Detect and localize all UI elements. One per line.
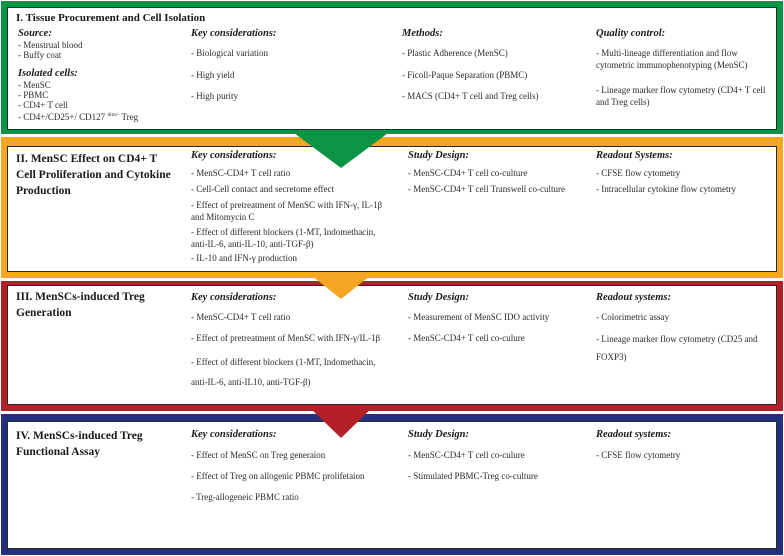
s2-study-design-item: - MenSC-CD4+ T cell Transwell co-culture bbox=[408, 184, 565, 194]
arrow-orange bbox=[307, 272, 375, 299]
s4-readout-item: - CFSE flow cytometry bbox=[596, 450, 681, 460]
source-item: - Buffy coat bbox=[18, 50, 62, 60]
s3-readout-item: - Colorimetric assay bbox=[596, 312, 669, 322]
quality-control-item: - Multi-lineage differentiation and flow cytometric immunophenotyping (MenSC) bbox=[596, 48, 748, 70]
s1-key-consideration: - High purity bbox=[191, 91, 238, 101]
s2-key-consideration: - MenSC-CD4+ T cell ratio bbox=[191, 168, 291, 178]
s2-study-design-item: - MenSC-CD4+ T cell co-culture bbox=[408, 168, 528, 178]
s2-key-considerations-heading: Key considerations: bbox=[191, 150, 277, 161]
s4-key-consideration: - Treg-allogeneic PBMC ratio bbox=[191, 492, 299, 502]
s2-readout-item: - CFSE flow cytometry bbox=[596, 168, 681, 178]
section-2-title: II. MenSC Effect on CD4+ T Cell Proliferation and Cytokine Production bbox=[16, 153, 171, 197]
s2-readout-item: - Intracellular cytokine flow cytometry bbox=[596, 184, 736, 194]
treg-marker-text: - CD4+/CD25+/ CD127 bbox=[18, 112, 106, 122]
s2-study-design-heading: Study Design: bbox=[408, 150, 469, 161]
treg-marker-superscript: dim/- bbox=[107, 112, 120, 118]
isolated-cell-item: - MenSC bbox=[18, 80, 51, 90]
s3-study-design-item: - Measurement of MenSC IDO activity bbox=[408, 312, 550, 322]
method-item: - Plastic Adherence (MenSC) bbox=[402, 48, 508, 58]
isolated-cell-item: - PBMC bbox=[18, 90, 49, 100]
section-1-title: I. Tissue Procurement and Cell Isolation bbox=[16, 12, 206, 24]
s3-readout-item: - Lineage marker flow cytometry (CD25 and FOXP3) bbox=[596, 334, 758, 362]
s1-key-consideration: - High yield bbox=[191, 70, 235, 80]
s3-key-consideration: - MenSC-CD4+ T cell ratio bbox=[191, 312, 291, 322]
arrow-green bbox=[290, 130, 392, 168]
s4-study-design-heading: Study Design: bbox=[408, 429, 469, 440]
s4-readout-heading: Readout systems: bbox=[596, 429, 671, 440]
s4-key-considerations-heading: Key considerations: bbox=[191, 429, 277, 440]
s4-key-consideration: - Effect of Treg on allogenic PBMC prolifetaion bbox=[191, 471, 365, 481]
isolated-cell-item: - CD4+ T cell bbox=[18, 100, 68, 110]
s2-key-consideration: - IL-10 and IFN-γ production bbox=[191, 253, 297, 263]
s3-study-design-heading: Study Design: bbox=[408, 292, 469, 303]
s4-study-design-item: - MenSC-CD4+ T cell co-culure bbox=[408, 450, 525, 460]
section-4-title: IV. MenSCs-induced Treg Functional Assay bbox=[16, 430, 143, 458]
s3-key-consideration: - Effect of different blockers (1-MT, Indomethacin, anti-IL-6, anti-IL10, anti-TGF-β) bbox=[191, 357, 376, 387]
isolated-cell-item-treg bbox=[18, 110, 138, 122]
section-3-title: III. MenSCs-induced Treg Generation bbox=[16, 291, 145, 319]
s4-study-design-item: - Stimulated PBMC-Treg co-culture bbox=[408, 471, 538, 481]
isolated-cells-heading: Isolated cells: bbox=[18, 68, 78, 79]
s2-key-consideration: - Effect of different blockers (1-MT, Indomethacin, anti-IL-6, anti-IL-10, anti-TGF-β) bbox=[191, 227, 376, 249]
s3-key-considerations-heading: Key considerations: bbox=[191, 292, 277, 303]
method-item: - MACS (CD4+ T cell and Treg cells) bbox=[402, 91, 539, 101]
s2-key-consideration: - Effect of pretreatment of MenSC with IFN-γ, IL-1β and Mitomycin C bbox=[191, 200, 383, 222]
s2-readout-heading: Readout Systems: bbox=[596, 150, 673, 161]
s3-key-consideration: - Effect of pretreatment of MenSC with IFN-γ/IL-1β bbox=[191, 333, 381, 343]
s4-key-consideration: - Effect of MenSC on Treg generaion bbox=[191, 450, 326, 460]
s3-readout-heading: Readout systems: bbox=[596, 292, 671, 303]
s1-key-consideration: - Biological variation bbox=[191, 48, 268, 58]
method-item: - Ficoll-Paque Separation (PBMC) bbox=[402, 70, 528, 80]
treg-label: Treg bbox=[121, 112, 139, 122]
arrow-red bbox=[307, 405, 375, 438]
quality-control-heading: Quality control: bbox=[596, 28, 666, 39]
source-item: - Menstrual blood bbox=[18, 40, 83, 50]
s3-study-design-item: - MenSC-CD4+ T cell co-culure bbox=[408, 333, 525, 343]
s2-key-consideration: - Cell-Cell contact and secretome effect bbox=[191, 184, 335, 194]
s1-key-considerations-heading: Key considerations: bbox=[191, 28, 277, 39]
source-heading: Source: bbox=[18, 28, 52, 39]
methods-heading: Methods: bbox=[402, 28, 443, 39]
quality-control-item: - Lineage marker flow cytometry (CD4+ T cell and Treg cells) bbox=[596, 85, 766, 107]
